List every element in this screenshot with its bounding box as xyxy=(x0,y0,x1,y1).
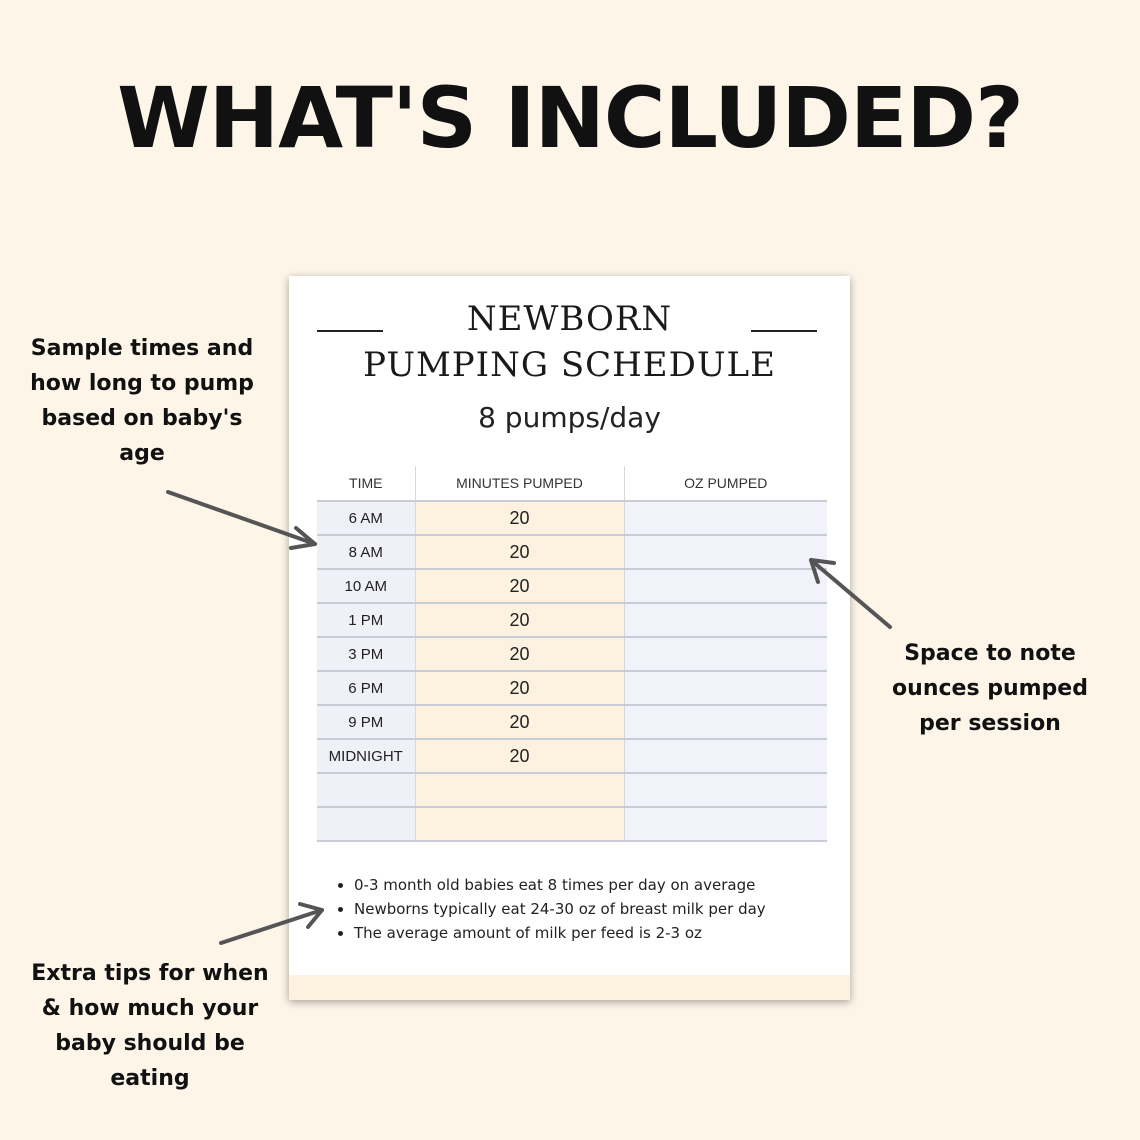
document-subtitle: 8 pumps/day xyxy=(478,401,661,434)
time-cell: 6 PM xyxy=(317,671,415,705)
minutes-cell: 20 xyxy=(415,637,624,671)
minutes-cell: 20 xyxy=(415,535,624,569)
time-cell: MIDNIGHT xyxy=(317,739,415,773)
headline: WHAT'S INCLUDED? xyxy=(117,69,1023,167)
callout-sample-times: Sample times and how long to pump based on baby's age xyxy=(30,336,254,466)
time-cell: 6 AM xyxy=(317,501,415,535)
minutes-cell: 20 xyxy=(415,671,624,705)
tip-item: • 0-3 month old babies eat 8 times per day on average xyxy=(354,873,766,897)
time-cell: 10 AM xyxy=(317,569,415,603)
time-cell: 9 PM xyxy=(317,705,415,739)
callout-extra-tips: Extra tips for when & how much your baby should be eating xyxy=(31,961,269,1091)
header-oz-pumped: OZ PUMPED xyxy=(624,466,827,501)
minutes-cell: 20 xyxy=(415,705,624,739)
document-title-line1: NEWBORN xyxy=(466,299,673,339)
header-time: TIME xyxy=(317,466,415,501)
document-title-line2: PUMPING SCHEDULE xyxy=(363,345,776,385)
arrow-icon xyxy=(221,904,322,943)
arrow-icon xyxy=(811,560,890,627)
minutes-cell: 20 xyxy=(415,569,624,603)
header-minutes-pumped: MINUTES PUMPED xyxy=(415,466,624,501)
arrow-icon xyxy=(168,492,315,548)
minutes-cell: 20 xyxy=(415,739,624,773)
tip-item: • The average amount of milk per feed is 2-3 oz xyxy=(354,921,766,945)
minutes-cell: 20 xyxy=(415,501,624,535)
callout-space-to-note: Space to note ounces pumped per session xyxy=(892,641,1088,736)
time-cell: 3 PM xyxy=(317,637,415,671)
minutes-cell: 20 xyxy=(415,603,624,637)
time-cell: 8 AM xyxy=(317,535,415,569)
time-cell: 1 PM xyxy=(317,603,415,637)
tip-item: • Newborns typically eat 24-30 oz of breast milk per day xyxy=(354,897,766,921)
